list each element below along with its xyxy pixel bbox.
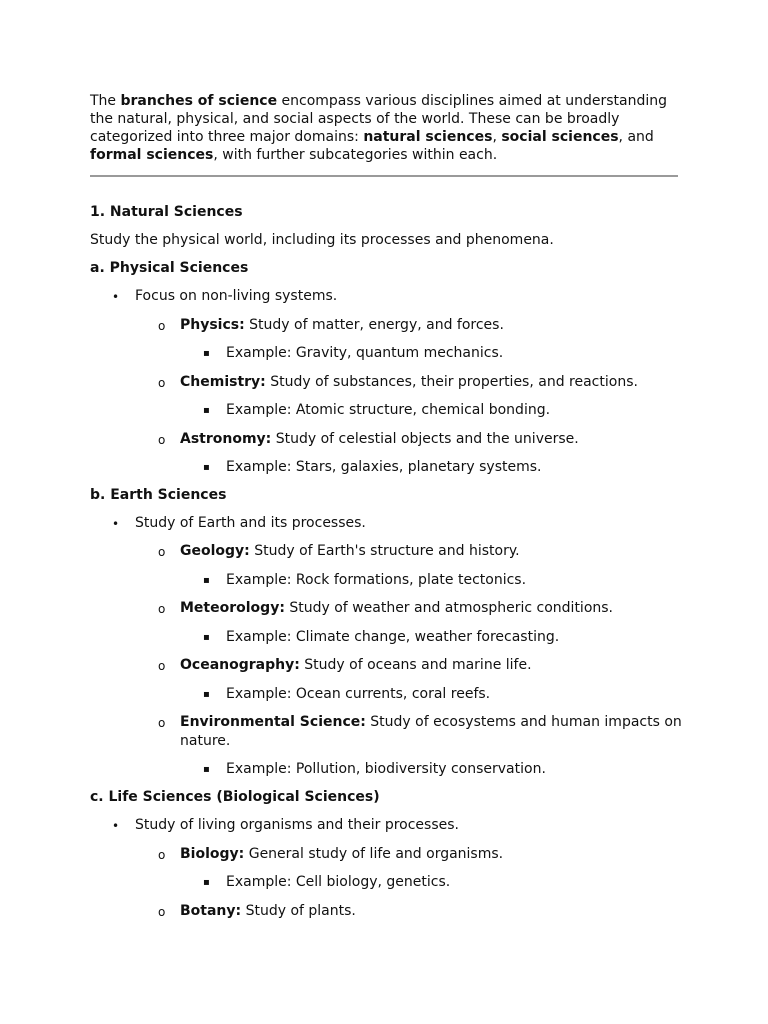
bullet-circle-icon: o (158, 716, 166, 730)
term-description: Study of substances, their properties, and reactions. (265, 374, 638, 390)
intro-text: categorized into three major domains: (90, 129, 364, 145)
bullet-circle-icon: o (158, 319, 166, 333)
term-description: Study of ecosystems and human impacts on (365, 714, 682, 730)
bullet-dot-icon: • (112, 819, 120, 833)
intro-line-4 (90, 146, 497, 164)
bullet-circle-icon: o (158, 848, 166, 862)
list-item: Example: Atomic structure, chemical bonding. (226, 402, 551, 418)
term-label: Geology: (180, 543, 250, 559)
list-item (180, 713, 682, 731)
intro-bold-term: natural sciences (363, 129, 493, 145)
bullet-dot-icon: • (112, 290, 120, 304)
term-label: Biology: (180, 846, 245, 862)
list-item (180, 373, 638, 391)
list-item: Example: Ocean currents, coral reefs. (226, 686, 491, 702)
list-item: Example: Rock formations, plate tectonics. (226, 572, 527, 588)
bullet-dot-icon: • (112, 517, 120, 531)
horizontal-divider (90, 175, 678, 177)
term-description: Study of celestial objects and the universe. (271, 431, 579, 447)
term-label: Oceanography: (180, 657, 300, 673)
term-label: Physics: (180, 317, 245, 333)
bullet-square-icon: ▪ (203, 575, 210, 586)
term-description: Study of weather and atmospheric conditions. (284, 600, 614, 616)
list-item: Example: Gravity, quantum mechanics. (226, 345, 504, 361)
list-item: Study of living organisms and their processes. (135, 817, 459, 833)
intro-bold-term: branches of science (120, 93, 278, 109)
intro-text: encompass various disciplines aimed at understanding (277, 93, 668, 109)
bullet-circle-icon: o (158, 905, 166, 919)
list-item (180, 599, 613, 617)
list-item: Study of Earth and its processes. (135, 515, 366, 531)
intro-line-3 (90, 128, 654, 146)
intro-text: , and (618, 129, 654, 145)
list-item: Example: Stars, galaxies, planetary systems. (226, 459, 542, 475)
bullet-square-icon: ▪ (203, 764, 210, 775)
subsection-heading: b. Earth Sciences (90, 487, 227, 503)
term-label: Astronomy: (180, 431, 272, 447)
section-description: Study the physical world, including its processes and phenomena. (90, 232, 554, 248)
bullet-circle-icon: o (158, 545, 166, 559)
bullet-circle-icon: o (158, 433, 166, 447)
bullet-square-icon: ▪ (203, 877, 210, 888)
list-item: Example: Cell biology, genetics. (226, 874, 451, 890)
intro-bold-term: formal sciences (90, 147, 214, 163)
list-item (180, 656, 532, 674)
list-item (180, 316, 504, 334)
bullet-circle-icon: o (158, 602, 166, 616)
term-description: Study of plants. (241, 903, 356, 919)
term-label: Chemistry: (180, 374, 266, 390)
term-description: Study of Earth's structure and history. (249, 543, 520, 559)
term-label: Environmental Science: (180, 714, 366, 730)
list-item (180, 902, 356, 920)
list-item: Example: Pollution, biodiversity conservation. (226, 761, 546, 777)
intro-line-1 (90, 92, 667, 110)
intro-text: The (90, 93, 121, 109)
intro-text: , with further subcategories within each. (213, 147, 498, 163)
term-description: General study of life and organisms. (244, 846, 504, 862)
bullet-square-icon: ▪ (203, 689, 210, 700)
subsection-heading: a. Physical Sciences (90, 260, 249, 276)
list-item (180, 430, 579, 448)
subsection-heading: c. Life Sciences (Biological Sciences) (90, 789, 380, 805)
intro-text: , (492, 129, 502, 145)
bullet-square-icon: ▪ (203, 462, 210, 473)
bullet-square-icon: ▪ (203, 405, 210, 416)
term-description: Study of matter, energy, and forces. (244, 317, 504, 333)
bullet-square-icon: ▪ (203, 348, 210, 359)
bullet-circle-icon: o (158, 376, 166, 390)
term-description: Study of oceans and marine life. (299, 657, 532, 673)
list-item (180, 542, 520, 560)
bullet-square-icon: ▪ (203, 632, 210, 643)
intro-bold-term: social sciences (501, 129, 619, 145)
section-heading: 1. Natural Sciences (90, 204, 243, 220)
term-label: Meteorology: (180, 600, 285, 616)
list-item: Focus on non-living systems. (135, 288, 338, 304)
intro-line-2: the natural, physical, and social aspects of the world. These can be broadly (90, 111, 620, 127)
bullet-circle-icon: o (158, 659, 166, 673)
list-item (180, 845, 503, 863)
term-label: Botany: (180, 903, 242, 919)
list-item-continuation: nature. (180, 733, 231, 749)
list-item: Example: Climate change, weather forecasting. (226, 629, 560, 645)
